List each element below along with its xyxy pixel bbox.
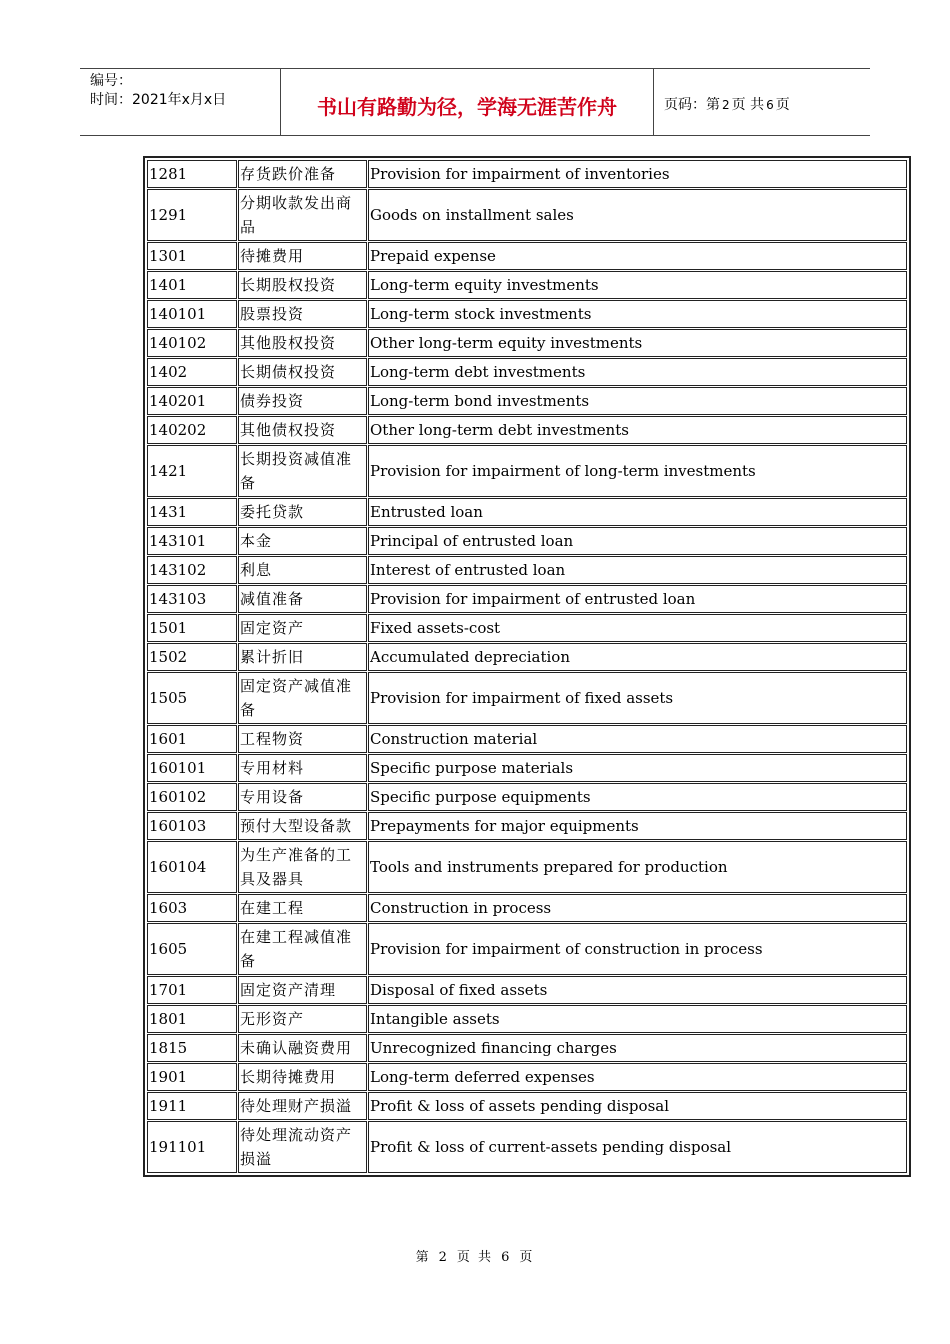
account-name-zh: 存货跌价准备 — [238, 160, 367, 188]
account-name-zh: 累计折旧 — [238, 643, 367, 671]
accounts-table — [143, 156, 911, 1177]
header-motto: 书山有路勤为径，学海无涯苦作舟 — [281, 69, 654, 135]
account-code: 1605 — [147, 923, 237, 975]
page-suffix: 页 — [775, 97, 790, 113]
account-name-en: Other long-term debt investments — [368, 416, 907, 444]
account-name-en: Long-term stock investments — [368, 300, 907, 328]
account-name-zh: 委托贷款 — [238, 498, 367, 526]
table-row — [147, 387, 907, 415]
account-name-en: Tools and instruments prepared for production — [368, 841, 907, 893]
account-name-zh: 无形资产 — [238, 1005, 367, 1033]
account-name-en: Construction in process — [368, 894, 907, 922]
account-name-en: Interest of entrusted loan — [368, 556, 907, 584]
account-name-en: Profit & loss of current-assets pending disposal — [368, 1121, 907, 1173]
account-name-zh: 其他债权投资 — [238, 416, 367, 444]
account-name-en: Provision for impairment of inventories — [368, 160, 907, 188]
table-row — [147, 812, 907, 840]
page-header — [80, 68, 870, 136]
account-code: 143102 — [147, 556, 237, 584]
account-name-zh: 专用材料 — [238, 754, 367, 782]
account-name-zh: 长期投资减值准备 — [238, 445, 367, 497]
account-name-zh: 未确认融资费用 — [238, 1034, 367, 1062]
page-mid: 页 共 — [731, 97, 765, 113]
table-row — [147, 672, 907, 724]
table-row — [147, 841, 907, 893]
account-name-en: Profit & loss of assets pending disposal — [368, 1092, 907, 1120]
account-name-en: Principal of entrusted loan — [368, 527, 907, 555]
account-name-en: Provision for impairment of fixed assets — [368, 672, 907, 724]
account-name-en: Long-term bond investments — [368, 387, 907, 415]
account-name-en: Provision for impairment of entrusted loan — [368, 585, 907, 613]
table-row — [147, 416, 907, 444]
account-code: 160104 — [147, 841, 237, 893]
account-name-en: Fixed assets-cost — [368, 614, 907, 642]
account-code: 160102 — [147, 783, 237, 811]
account-code: 140202 — [147, 416, 237, 444]
account-name-zh: 在建工程 — [238, 894, 367, 922]
table-row — [147, 614, 907, 642]
account-code: 143103 — [147, 585, 237, 613]
account-name-zh: 专用设备 — [238, 783, 367, 811]
header-meta — [80, 69, 281, 135]
account-name-en: Accumulated depreciation — [368, 643, 907, 671]
account-name-zh: 预付大型设备款 — [238, 812, 367, 840]
account-name-en: Provision for impairment of construction in process — [368, 923, 907, 975]
table-row — [147, 189, 907, 241]
account-code: 1502 — [147, 643, 237, 671]
table-row — [147, 329, 907, 357]
table-row — [147, 498, 907, 526]
account-code: 1601 — [147, 725, 237, 753]
table-row — [147, 754, 907, 782]
table-row — [147, 894, 907, 922]
account-name-en: Unrecognized financing charges — [368, 1034, 907, 1062]
account-code: 1701 — [147, 976, 237, 1004]
account-name-zh: 待处理财产损溢 — [238, 1092, 367, 1120]
account-name-zh: 股票投资 — [238, 300, 367, 328]
footer-current: 2 — [438, 1250, 449, 1265]
account-name-en: Provision for impairment of long-term investments — [368, 445, 907, 497]
account-code: 1603 — [147, 894, 237, 922]
account-name-zh: 在建工程减值准备 — [238, 923, 367, 975]
table-row — [147, 242, 907, 270]
account-code: 1501 — [147, 614, 237, 642]
account-name-en: Long-term debt investments — [368, 358, 907, 386]
page-current: 2 — [722, 98, 730, 112]
table-row — [147, 300, 907, 328]
table-row — [147, 527, 907, 555]
account-name-zh: 债券投资 — [238, 387, 367, 415]
account-name-zh: 固定资产减值准备 — [238, 672, 367, 724]
table-row — [147, 1005, 907, 1033]
table-row — [147, 1034, 907, 1062]
page-footer — [0, 1246, 950, 1265]
table-row — [147, 783, 907, 811]
account-code: 1401 — [147, 271, 237, 299]
table-row — [147, 556, 907, 584]
account-name-en: Prepaid expense — [368, 242, 907, 270]
account-name-zh: 长期股权投资 — [238, 271, 367, 299]
account-code: 1281 — [147, 160, 237, 188]
account-name-zh: 本金 — [238, 527, 367, 555]
account-name-en: Disposal of fixed assets — [368, 976, 907, 1004]
table-row — [147, 725, 907, 753]
table-row — [147, 445, 907, 497]
account-name-en: Goods on installment sales — [368, 189, 907, 241]
account-name-en: Specific purpose equipments — [368, 783, 907, 811]
account-name-zh: 固定资产 — [238, 614, 367, 642]
page-prefix: 页码：第 — [664, 97, 720, 113]
footer-mid: 页 共 — [456, 1250, 494, 1265]
account-name-en: Prepayments for major equipments — [368, 812, 907, 840]
account-code: 191101 — [147, 1121, 237, 1173]
table-row — [147, 585, 907, 613]
account-code: 1421 — [147, 445, 237, 497]
table-row — [147, 923, 907, 975]
account-code: 1301 — [147, 242, 237, 270]
account-code: 140101 — [147, 300, 237, 328]
account-code: 160101 — [147, 754, 237, 782]
account-code: 1815 — [147, 1034, 237, 1062]
account-code: 143101 — [147, 527, 237, 555]
account-code: 140201 — [147, 387, 237, 415]
account-code: 1431 — [147, 498, 237, 526]
account-code: 160103 — [147, 812, 237, 840]
table-row — [147, 1063, 907, 1091]
account-code: 1901 — [147, 1063, 237, 1091]
footer-suffix: 页 — [519, 1250, 535, 1265]
table-row — [147, 1121, 907, 1173]
account-code: 140102 — [147, 329, 237, 357]
account-name-zh: 利息 — [238, 556, 367, 584]
account-name-zh: 为生产准备的工具及器具 — [238, 841, 367, 893]
account-code: 1291 — [147, 189, 237, 241]
account-name-en: Other long-term equity investments — [368, 329, 907, 357]
account-name-zh: 长期待摊费用 — [238, 1063, 367, 1091]
account-name-zh: 减值准备 — [238, 585, 367, 613]
header-page-info — [654, 69, 870, 135]
account-name-en: Entrusted loan — [368, 498, 907, 526]
account-name-zh: 待摊费用 — [238, 242, 367, 270]
table-row — [147, 358, 907, 386]
page-total: 6 — [766, 98, 774, 112]
account-name-zh: 分期收款发出商品 — [238, 189, 367, 241]
account-name-zh: 其他股权投资 — [238, 329, 367, 357]
account-name-zh: 待处理流动资产损溢 — [238, 1121, 367, 1173]
table-row — [147, 160, 907, 188]
document-time: 时间：2021年x月x日 — [90, 92, 227, 108]
account-name-en: Intangible assets — [368, 1005, 907, 1033]
table-row — [147, 643, 907, 671]
account-name-zh: 固定资产清理 — [238, 976, 367, 1004]
footer-total: 6 — [501, 1250, 512, 1265]
table-row — [147, 1092, 907, 1120]
document-number-label: 编号： — [90, 73, 132, 89]
account-code: 1505 — [147, 672, 237, 724]
account-code: 1402 — [147, 358, 237, 386]
account-code: 1911 — [147, 1092, 237, 1120]
account-name-zh: 工程物资 — [238, 725, 367, 753]
account-code: 1801 — [147, 1005, 237, 1033]
footer-prefix: 第 — [415, 1250, 431, 1265]
table-row — [147, 271, 907, 299]
table-row — [147, 976, 907, 1004]
account-name-en: Specific purpose materials — [368, 754, 907, 782]
account-name-en: Long-term deferred expenses — [368, 1063, 907, 1091]
account-name-zh: 长期债权投资 — [238, 358, 367, 386]
account-name-en: Construction material — [368, 725, 907, 753]
accounts-table-body — [147, 160, 907, 1173]
account-name-en: Long-term equity investments — [368, 271, 907, 299]
